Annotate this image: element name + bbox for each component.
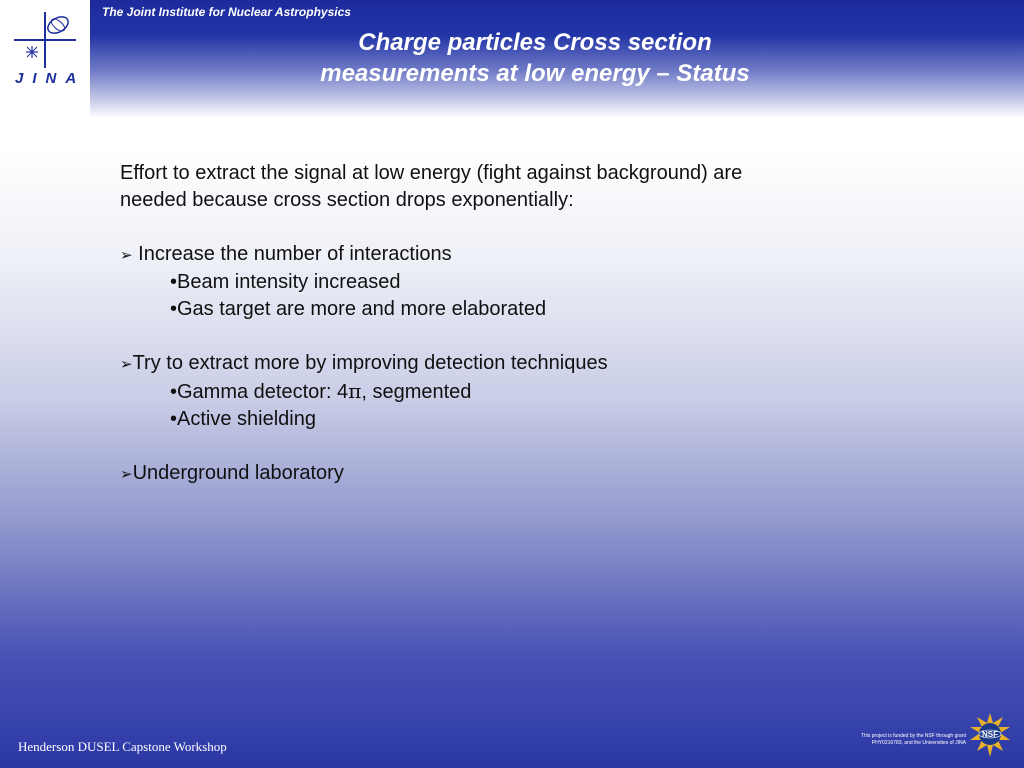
footer-workshop: Henderson DUSEL Capstone Workshop <box>18 739 227 754</box>
section-3-heading <box>120 460 880 488</box>
arrow-bullet-icon: ➢ <box>120 247 133 264</box>
title-line-2: measurements at low energy – Status <box>320 60 750 87</box>
slide-title <box>120 27 950 89</box>
funding-line-1: This project is funded by the NSF through grant <box>860 733 966 739</box>
section-2-text: Try to extract more by improving detection techniques <box>132 352 608 374</box>
arrow-bullet-icon: ➢ <box>120 466 133 483</box>
intro-line-2: needed because cross section drops exponentially: <box>120 189 574 211</box>
funding-note <box>830 733 966 747</box>
section-2-heading <box>120 350 880 378</box>
section-3-text: Underground laboratory <box>132 462 344 484</box>
jina-logo-icon <box>10 10 80 70</box>
logo-text: JINA <box>15 70 86 87</box>
title-line-1: Charge particles Cross section <box>358 29 712 56</box>
section-1-item-2: •Gas target are more and more elaborated <box>170 298 547 320</box>
gamma-detector-suffix: , segmented <box>361 381 472 403</box>
institute-name: The Joint Institute for Nuclear Astrophysics <box>102 5 351 19</box>
nsf-label: NSF <box>982 730 998 739</box>
section-1-text: Increase the number of interactions <box>132 243 452 265</box>
section-1-heading <box>120 241 880 269</box>
nsf-logo-icon <box>968 713 1012 757</box>
section-2-item-2: •Active shielding <box>170 408 316 430</box>
section-1-item-1: •Beam intensity increased <box>170 271 401 293</box>
intro-line-1: Effort to extract the signal at low energy (fight against background) are <box>120 162 743 184</box>
funding-line-2: PHY0216783, and the Universities of JINA <box>871 740 966 746</box>
section-2-item-1 <box>120 378 880 406</box>
gamma-detector-prefix: •Gamma detector: 4 <box>170 381 349 403</box>
slide-body <box>120 160 880 488</box>
pi-symbol: π <box>348 379 362 403</box>
jina-logo <box>0 0 90 118</box>
arrow-bullet-icon: ➢ <box>120 356 133 373</box>
